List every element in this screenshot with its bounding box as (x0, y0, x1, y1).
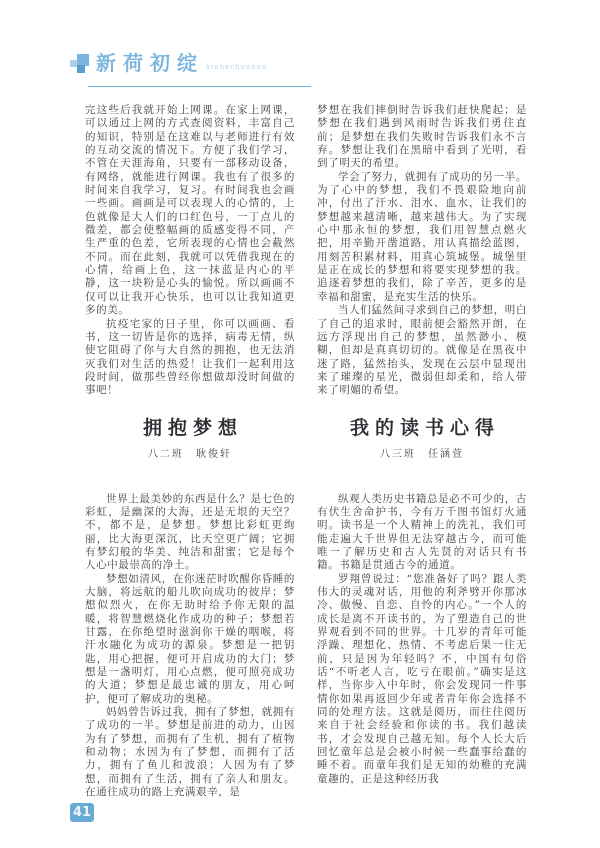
paragraph: 妈妈曾告诉过我，拥有了梦想，就拥有了成功的一半。梦想是前进的动力，山因为有了梦想，而拥有了生机，拥有了植物和动物；水因为有了梦想，而拥有了活力，拥有了鱼儿和波浪；人因为有了梦想，而拥有了生活，拥有了亲人和朋友。在通往成功的路上充满艰辛，是 (85, 706, 295, 799)
article-body-reading-notes (317, 493, 527, 787)
left-column (85, 104, 295, 799)
magazine-title-pinyin: xinhechuzhan (206, 63, 268, 71)
article-byline-reading-notes: 八三班 任涵萱 (380, 448, 464, 460)
article-title-embrace-dreams: 拥抱梦想 (142, 416, 243, 439)
paragraph: 抗疫宅家的日子里，你可以画画、看书，这一切皆是你的选择，病毒无情，纵使它阻碍了你与大自然的拥抱，也无法消灭我们对生活的热爱！让我们一起利用这段时间，做那些曾经你想做却没时间做的事吧！ (85, 317, 295, 397)
header-divider (88, 86, 311, 87)
paragraph: 完这些后我就开始上网课。在家上网课，可以通过上网的方式查阅资料，丰富自己的知识，特别是在这难以与老师进行有效的互动交流的情况下。方便了我们学习，不管在天涯海角，只要有一部移动设备，有网络，就能进行网课。我也有了很多的时间来自我学习，复习。有时间我也会画一些画。画画是可以表现人的心情的，上色就像是大人们的口红色号，一丁点儿的微差，都会使整幅画的质感变得不同，产生严重的色差，它所表现的心情也会截然不同。而在此刻，我就可以凭借我现在的心情，给画上色，这一抹蓝是内心的平静，这一块粉是心头的愉悦。所以画画不仅可以让我开心快乐，也可以让我知道更多的美。 (85, 104, 295, 317)
paragraph: 梦想在我们摔倒时告诉我们赶快爬起；是梦想在我们遇到风雨时告诉我们勇往直前；是梦想在我们失败时告诉我们永不言弃。梦想让我们在黑暗中看到了光明，看到了明天的希望。 (317, 104, 527, 170)
continuation-text-right (317, 104, 527, 398)
paragraph: 梦想如清风，在你迷茫时吹醒你昏睡的大脑，将远航的船儿吹向成功的彼岸；梦想似烈火，在你无助时给予你无限的温暖，将智慧燃烧化作成功的种子；梦想若甘露，在你绝望时滋润你干燥的咽喉，将汗水融化为成功的源泉。梦想是一把钥匙，用心把握，便可开启成功的大门；梦想是一盏明灯，用心点燃，便可照亮成功的大道；梦想是最忠诚的朋友，用心呵护，便可了解成功的奥秘。 (85, 572, 295, 705)
paragraph: 罗翔曾说过：“您准备好了吗？跟人类伟大的灵魂对话，用他的利斧劈开你那冰冷、傲慢、自恋、自怜的内心。”一个人的成长是离不开读书的，为了塑造自己的世界观看到不同的世界。十几岁的青年可能浮躁、理想化、热情、不考虑后果一往无前，只是因为年轻吗？不，中国有句俗话“不听老人言，吃亏在眼前。”确实是这样，当你步入中年时，你会发现同一件事情你如果再返回少年或者青年你会选择不同的处理方法。这就是阅历，而往往阅历来自于社会经验和你读的书。我们越读书，才会发现自己越无知。每个人长大后回忆童年总是会被小时候一些蠢事给蠢的睡不着。而童年我们是无知的幼稚的充满童趣的，正是这种经历我 (317, 572, 527, 785)
article-byline-embrace-dreams: 八二班 耿俊轩 (148, 448, 232, 460)
article-body-embrace-dreams (85, 493, 295, 800)
paragraph: 世界上最美妙的东西是什么？是七色的彩虹，是幽深的大海，还是无垠的天空？不，都不是，是梦想。梦想比彩虹更绚丽，比大海更深沉，比天空更广阔；它拥有梦幻般的华美、纯洁和甜蜜；它是每个人心中最崇高的净土。 (85, 492, 295, 572)
page-number-badge: 41 (70, 803, 94, 822)
logo-squares-icon (70, 52, 89, 73)
continuation-text-left (85, 104, 295, 398)
two-column-body (85, 104, 527, 799)
magazine-logo (70, 52, 267, 73)
magazine-title: 新荷初绽 (96, 51, 204, 75)
paragraph: 学会了努力，就拥有了成功的另一半。为了心中的梦想，我们不畏艰险地向前冲，付出了汗水、泪水、血水，让我们的梦想越来越清晰，越来越伟大。为了实现心中那永恒的梦想，我们用智慧点燃火把，用辛勤开凿道路，用认真描绘蓝图，用刻苦积累材料，用真心筑城堡。城堡里是正在成长的梦想和将要实现梦想的我。追逐着梦想的我们，除了辛苦，更多的是幸福和甜蜜，是充实生活的快乐。 (317, 170, 527, 303)
article-title-reading-notes: 我的读书心得 (349, 416, 500, 439)
paragraph: 当人们猛然间寻求到自己的梦想，明白了自己的追求时，眼前便会豁然开朗，在远方浮现出自己的梦想，虽然渺小、模糊，但却是真真切切的。就像是在黑夜中迷了路，猛然抬头，发现在云层中显现出来了璀璨的星光，微弱但却柔和，给人带来了明媚的希望。 (317, 304, 527, 397)
right-column (317, 104, 527, 799)
paragraph: 纵观人类历史书籍总是必不可少的，古有伏生舍命护书，今有万千图书馆灯火通明。读书是一个人精神上的洗礼，我们可能走遍大千世界但无法穿越古今，而可能唯一了解历史和古人先贤的对话只有书籍。书籍是贯通古今的通道。 (317, 492, 527, 572)
